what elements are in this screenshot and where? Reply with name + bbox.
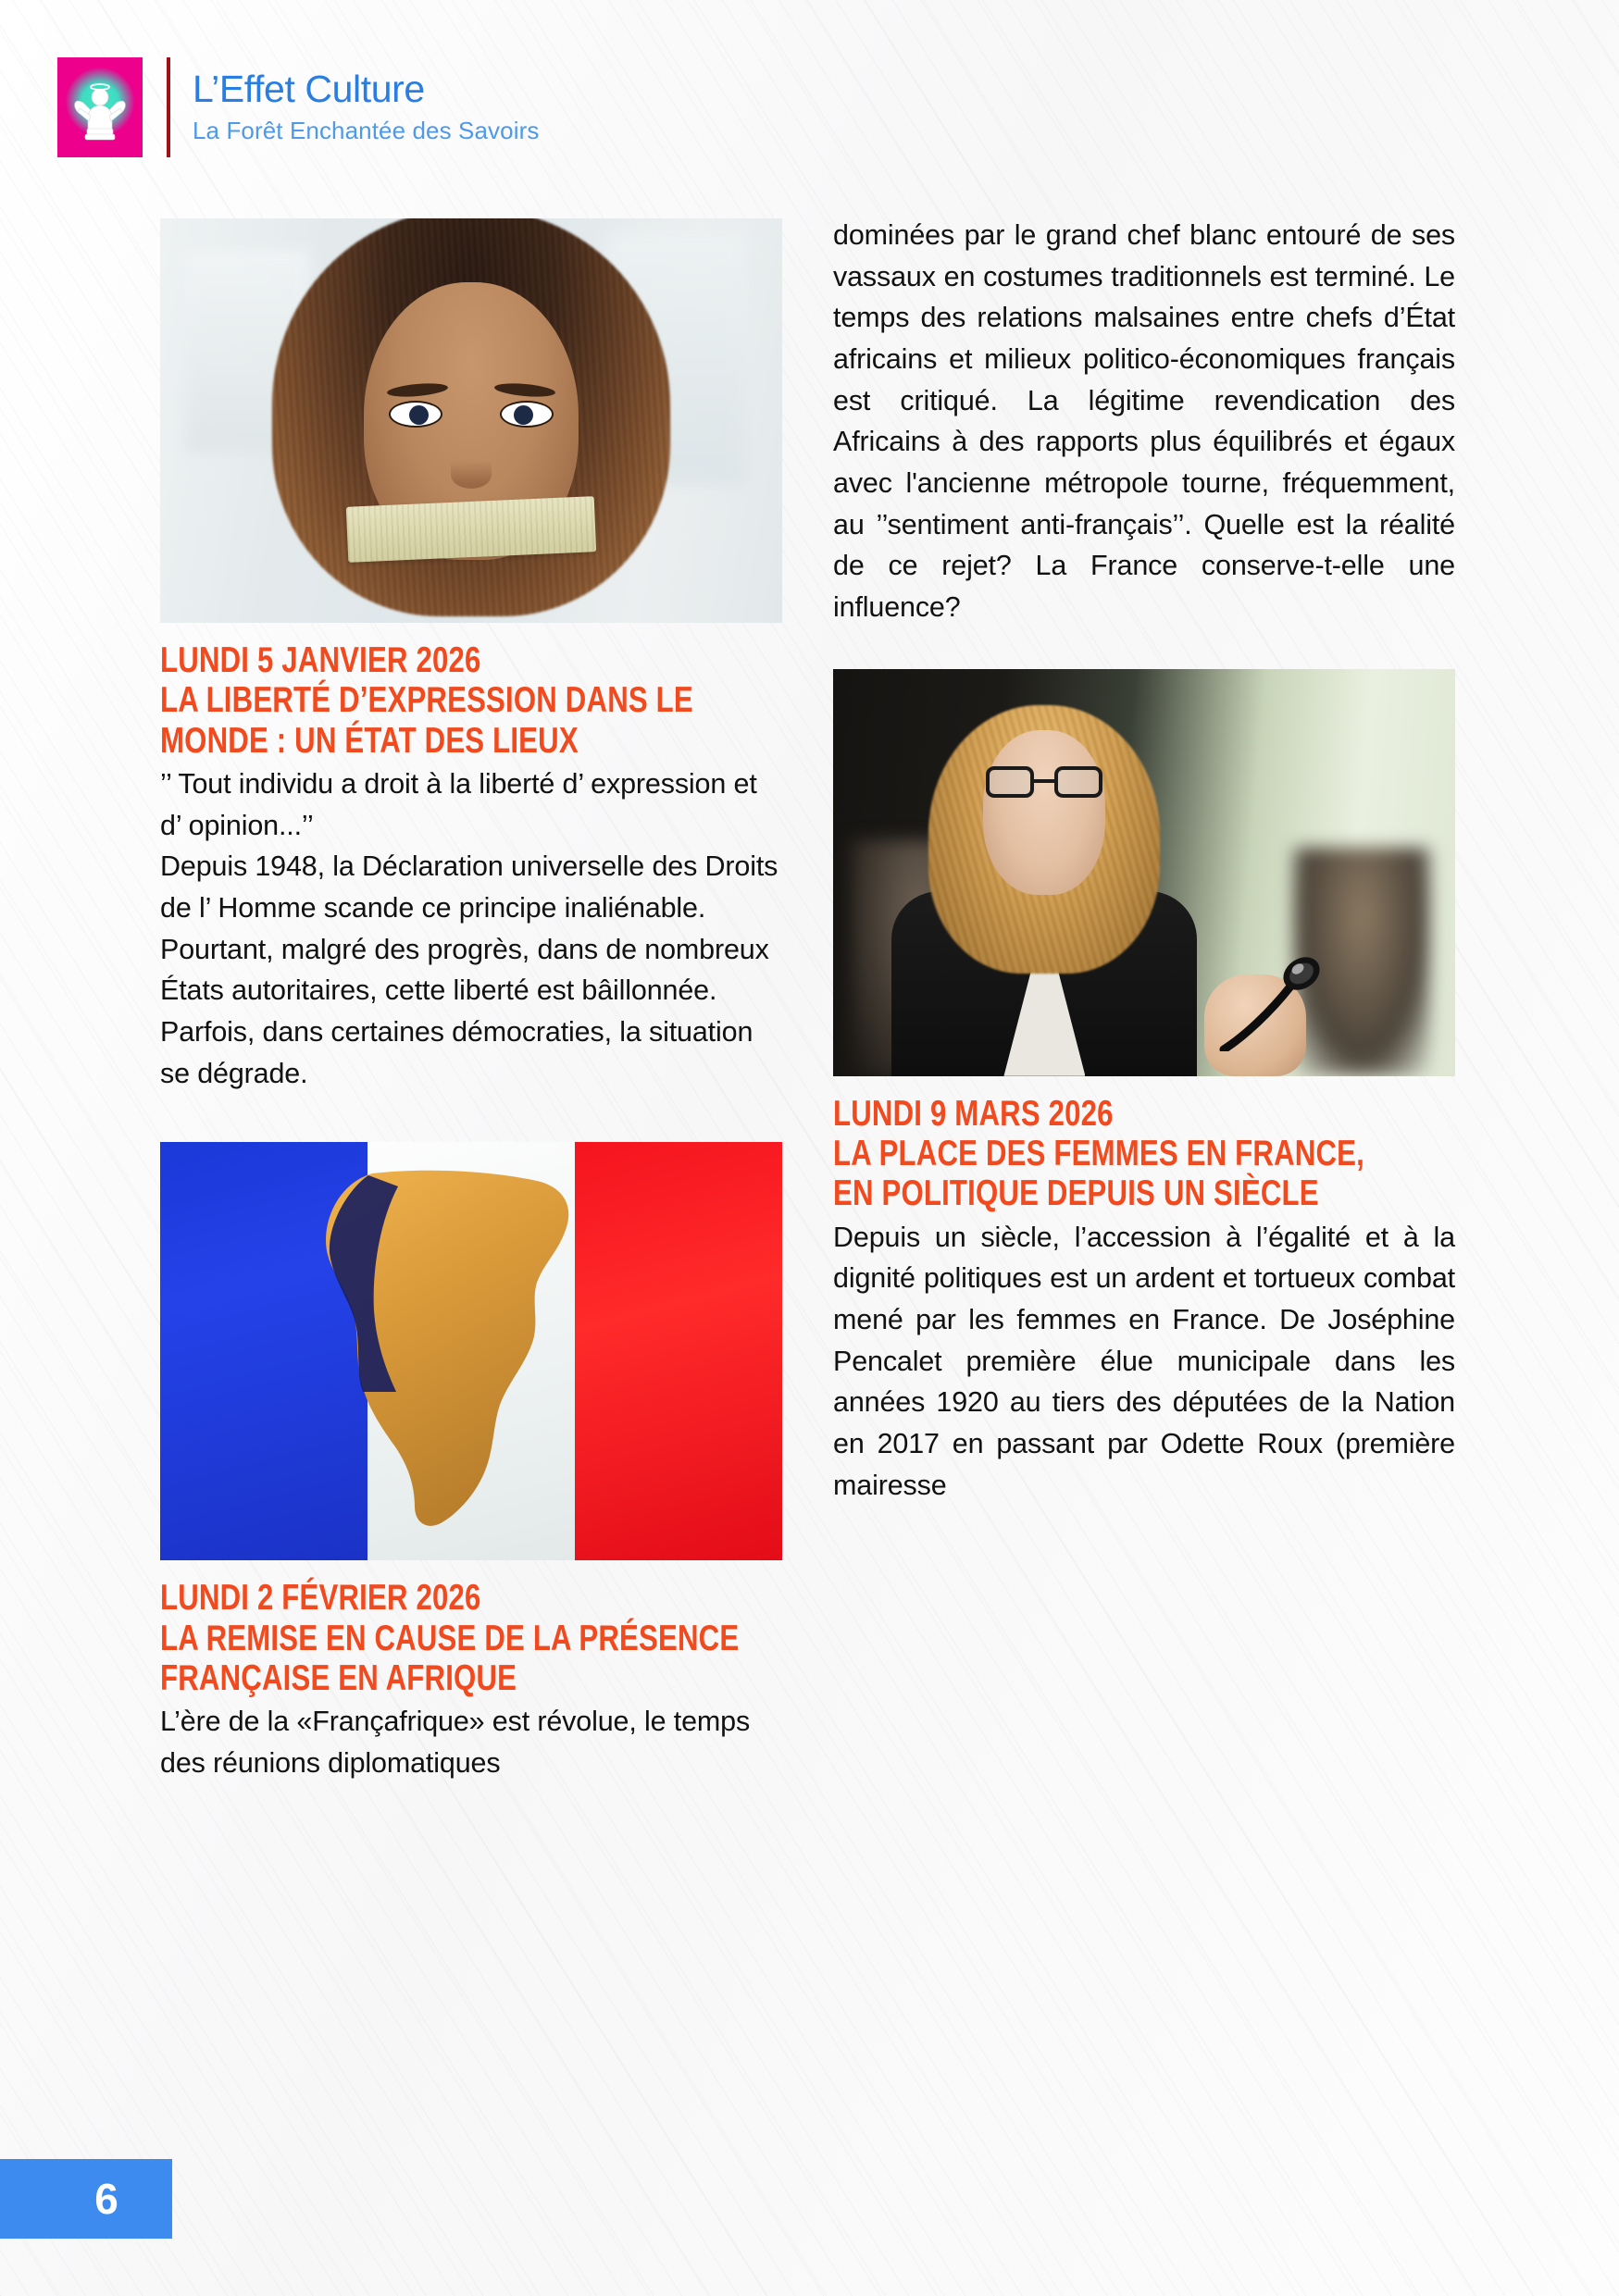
publication-title: L’Effet Culture [193, 67, 425, 110]
microphone-icon [1216, 940, 1355, 1051]
page-number: 6 [94, 2175, 118, 2223]
article-title-janvier-line2: MONDE : UN ÉTAT DES LIEUX [160, 720, 579, 761]
article-date-mars: LUNDI 9 MARS 2026 [833, 1093, 1114, 1134]
continued-article-text [833, 215, 1455, 628]
article-title-mars-line2: EN POLITIQUE DEPUIS UN SIÈCLE [833, 1173, 1319, 1214]
article-title-fevrier-line2: FRANÇAISE EN AFRIQUE [160, 1658, 517, 1699]
cherub-angel-icon [70, 75, 130, 143]
article-body-janvier [160, 763, 782, 1094]
left-column [160, 218, 782, 1784]
eyeglass-bridge [1034, 779, 1054, 783]
eyeglasses-icon [986, 766, 1102, 798]
article-heading-mars [833, 1095, 1455, 1213]
speaker-face [983, 730, 1105, 895]
portrait-mouth-tape [346, 496, 596, 563]
page-number-bar [0, 2159, 172, 2239]
photo-woman-speaking-microphone [833, 669, 1455, 1076]
article-heading-fevrier [160, 1579, 782, 1697]
article-heading-janvier [160, 641, 782, 760]
eyeglass-lens-left [986, 766, 1034, 798]
continued-paragraph: dominées par le grand chef blanc entouré de ses vassaux en costumes traditionnels est terminé. Le temps des relations malsaines entre chefs d’État africains et milieux politico-économiques français est critiqué. La légitime revendication des Africains à des rapports plus équilibrés et égaux avec l'ancienne métropole tourne, fréquemment, au ’’sentiment anti-français’’. Quelle est la réalité de ce rejet? La France conserve-t-elle une influence? [833, 219, 1455, 624]
masthead [57, 57, 539, 157]
article-date-fevrier: LUNDI 2 FÉVRIER 2026 [160, 1578, 481, 1619]
article-body-janvier-text: Depuis 1948, la Déclaration universelle des Droits de l’ Homme scande ce principe inaliénable. Pourtant, malgré des progrès, dans de nombreux États autoritaires, cette liberté est bâillonnée. Parfois, dans certaines démocraties, la situation se dégrade. [160, 850, 778, 1089]
article-title-janvier-line1: LA LIBERTÉ D’EXPRESSION DANS LE [160, 680, 693, 721]
photo-woman-taped-mouth [160, 218, 782, 623]
masthead-text [170, 57, 539, 157]
right-column [833, 218, 1455, 1506]
article-date-janvier: LUNDI 5 JANVIER 2026 [160, 640, 481, 680]
article-body-mars [833, 1217, 1455, 1507]
article-body-fevrier-text: L’ère de la «Françafrique» est révolue, le temps des réunions diplomatiques [160, 1706, 751, 1780]
photo-french-flag-africa [160, 1142, 782, 1560]
eyeglass-lens-right [1054, 766, 1102, 798]
portrait-pupil-right [514, 405, 533, 425]
article-title-mars-line1: LA PLACE DES FEMMES EN FRANCE, [833, 1134, 1364, 1174]
article-body-fevrier [160, 1701, 782, 1783]
africa-continent-shape [318, 1166, 624, 1536]
article-body-mars-text: Depuis un siècle, l’accession à l’égalité et à la dignité politiques est un ardent et tortueux combat mené par les femmes en France. De Joséphine Pencalet première élue municipale dans les années 1920 au tiers des députées de la Nation en 2017 en passant par Odette Roux (première mairesse [833, 1221, 1455, 1501]
publication-logo [57, 57, 143, 157]
portrait-nose [451, 461, 492, 489]
article-title-fevrier-line1: LA REMISE EN CAUSE DE LA PRÉSENCE [160, 1618, 740, 1658]
publication-subtitle: La Forêt Enchantée des Savoirs [193, 116, 540, 144]
article-body-janvier-quote: ’’ Tout individu a droit à la liberté d’ expression et d’ opinion...’’ [160, 767, 757, 841]
portrait-pupil-left [409, 405, 429, 425]
